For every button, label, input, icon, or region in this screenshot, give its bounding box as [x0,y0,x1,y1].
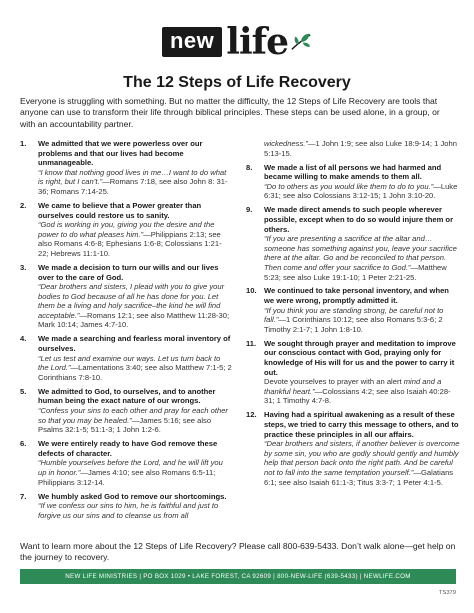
intro-paragraph: Everyone is struggling with something. But no matter the difficulty, the 12 Steps of Life Recovery are tools that anyone can use to transform their life through biblical principles. These steps can be used alone, in a group, or with an accountability partner. [20,96,440,129]
step-item [246,339,460,406]
step-heading: We came to believe that a Power greater than ourselves could restore us to sanity. [38,200,202,220]
step-heading: We were entirely ready to have God remove these defects of character. [38,439,218,458]
step-scripture: “Dear brothers and sisters, I plead with you to give your bodies to God because of all he has done for you. Let them be a living and holy sacrifice–the kind he will find acceptable.”—Romans 12:1; see also Matthew 11:28-30; Mark 10:14; James 4:7-10. [38,282,230,330]
step-item [20,439,232,487]
step-scripture: “God is working in you, giving you the desire and the power to do what pleases him.”—Philippians 2:13; see also Romans 4:6-8; Ephesians 1:6-8; Colossians 1:21-22; Hebrews 11:1-10. [38,220,222,258]
step-heading: We admitted to God, to ourselves, and to another human being the exact nature of our wrongs. [38,386,216,406]
logo [0,14,474,70]
step-scripture-continued: wickedness.”—1 John 1:9; see also Luke 18:9-14; 1 John 5:13-15. [264,139,457,158]
step-heading: We admitted that we were powerless over our problems and that our lives had become unmanageable. [38,139,203,168]
step-scripture: “If you think you are standing strong, be careful not to fall.”—1 Corinthians 10:12; see also Romans 5:3-6; 2 Timothy 2:1-7; 1 John 1:8-10. [264,305,444,334]
step-heading: We made a list of all persons we had harmed and became willing to make amends to them all. [264,162,442,182]
step-heading: We made a searching and fearless moral inventory of ourselves. [38,334,231,354]
step-scripture: “Confess your sins to each other and pray for each other so that you may be healed.”—James 5:16; see also Psalms 32:1-5; 51:1-3; 1 John 1:2-6. [38,406,228,435]
step-scripture: “If you are presenting a sacrifice at the altar and… someone has something against you, leave your sacrifice there at the altar. Go and be reconciled to that person. Then come and offer your sacrifice to God.”—Matthew 5:23; see also Luke 19:1-10; 1 Peter 2:21-25. [264,234,457,282]
steps-columns [20,139,460,539]
step-number: 5. [20,386,27,396]
step-item [246,205,460,282]
step-number: 7. [20,491,27,501]
contact-bar: NEW LIFE MINISTRIES | PO BOX 1029 • LAKE FOREST, CA 92609 | 800-NEW-LIFE (639-5433) | NEWLIFE.COM [20,569,456,584]
step-scripture: Devote yourselves to prayer with an alert mind and a thankful heart.”—Colossians 4:2; see also Isaiah 40:28-31; 1 Timothy 4:7-8. [264,377,451,406]
step-number: 1. [20,139,27,148]
step-item [20,139,232,197]
step-item [20,387,232,435]
step-heading: Having had a spiritual awakening as a result of these steps, we tried to carry this message to others, and to practice these principles in all our affairs. [264,410,459,439]
step-item [20,201,232,259]
logo-life: life [226,21,289,63]
step-item [246,410,460,487]
step-number: 3. [20,262,27,272]
step-number: 2. [20,200,27,210]
step-scripture: “Let us test and examine our ways. Let us turn back to the Lord.”—Lamentations 3:40; see also Matthew 7:1-5; 2 Corinthians 7:8-10. [38,353,232,382]
step-item [246,163,460,201]
step-scripture: “Do to others as you would like them to do to you.”—Luke 6:31; see also Colossians 3:12-15; 1 John 3:10-20. [264,181,458,201]
steps-left-column [20,139,232,525]
step-heading: We made direct amends to such people wherever possible, except when to do so would injure them or others. [264,205,454,234]
step-number: 4. [20,334,27,344]
step-item [20,263,232,330]
step-number: 9. [246,205,253,215]
step-number: 12. [246,410,257,420]
document-code: TS379 [438,590,456,596]
step-heading: We made a decision to turn our wills and our lives over to the care of God. [38,262,219,282]
step-heading: We sought through prayer and meditation to improve our conscious contact with God, praying only for knowledge of His will for us and the power to carry it out. [264,338,456,377]
step-number: 11. [246,338,257,348]
step-item [20,334,232,382]
page-title: The 12 Steps of Life Recovery [123,74,351,91]
steps-right-column [246,139,460,492]
step-heading: We continued to take personal inventory, and when we were wrong, promptly admitted it. [264,286,449,306]
step-scripture: “Humble yourselves before the Lord, and he will lift you up in honor.”—James 4:10; see also Romans 6:5-11; Philippians 3:12-14. [38,458,223,487]
step-scripture: “I know that nothing good lives in me…I want to do what is right, but I can’t.”—Romans 7:18, see also John 8: 31-36; Romans 7:14-25. [38,167,228,196]
step-number: 8. [246,162,253,172]
step-scripture: “If we confess our sins to him, he is faithful and just to forgive us our sins and to cleanse us from all [38,501,219,520]
logo-new: new [162,27,222,57]
call-to-action: Want to learn more about the 12 Steps of Life Recovery? Please call 800-639-5433. Don’t walk alone—get help on the journey to recovery. [20,541,456,563]
step-item [246,286,460,334]
step-number: 10. [246,286,257,296]
leaf-icon [290,31,312,53]
step-scripture: “Dear brothers and sisters, if another believer is overcome by some sin, you who are godly should gently and humbly help that person back onto the right path. And be careful not to fall into the same temptation yourself.”—Galatians 6:1; see also Isaiah 61:1-3; Titus 3:3-7; 1 Peter 4:1-5. [264,439,460,487]
step-heading: We humbly asked God to remove our shortcomings. [38,491,227,501]
step-item [20,492,232,521]
step-number: 6. [20,439,27,449]
